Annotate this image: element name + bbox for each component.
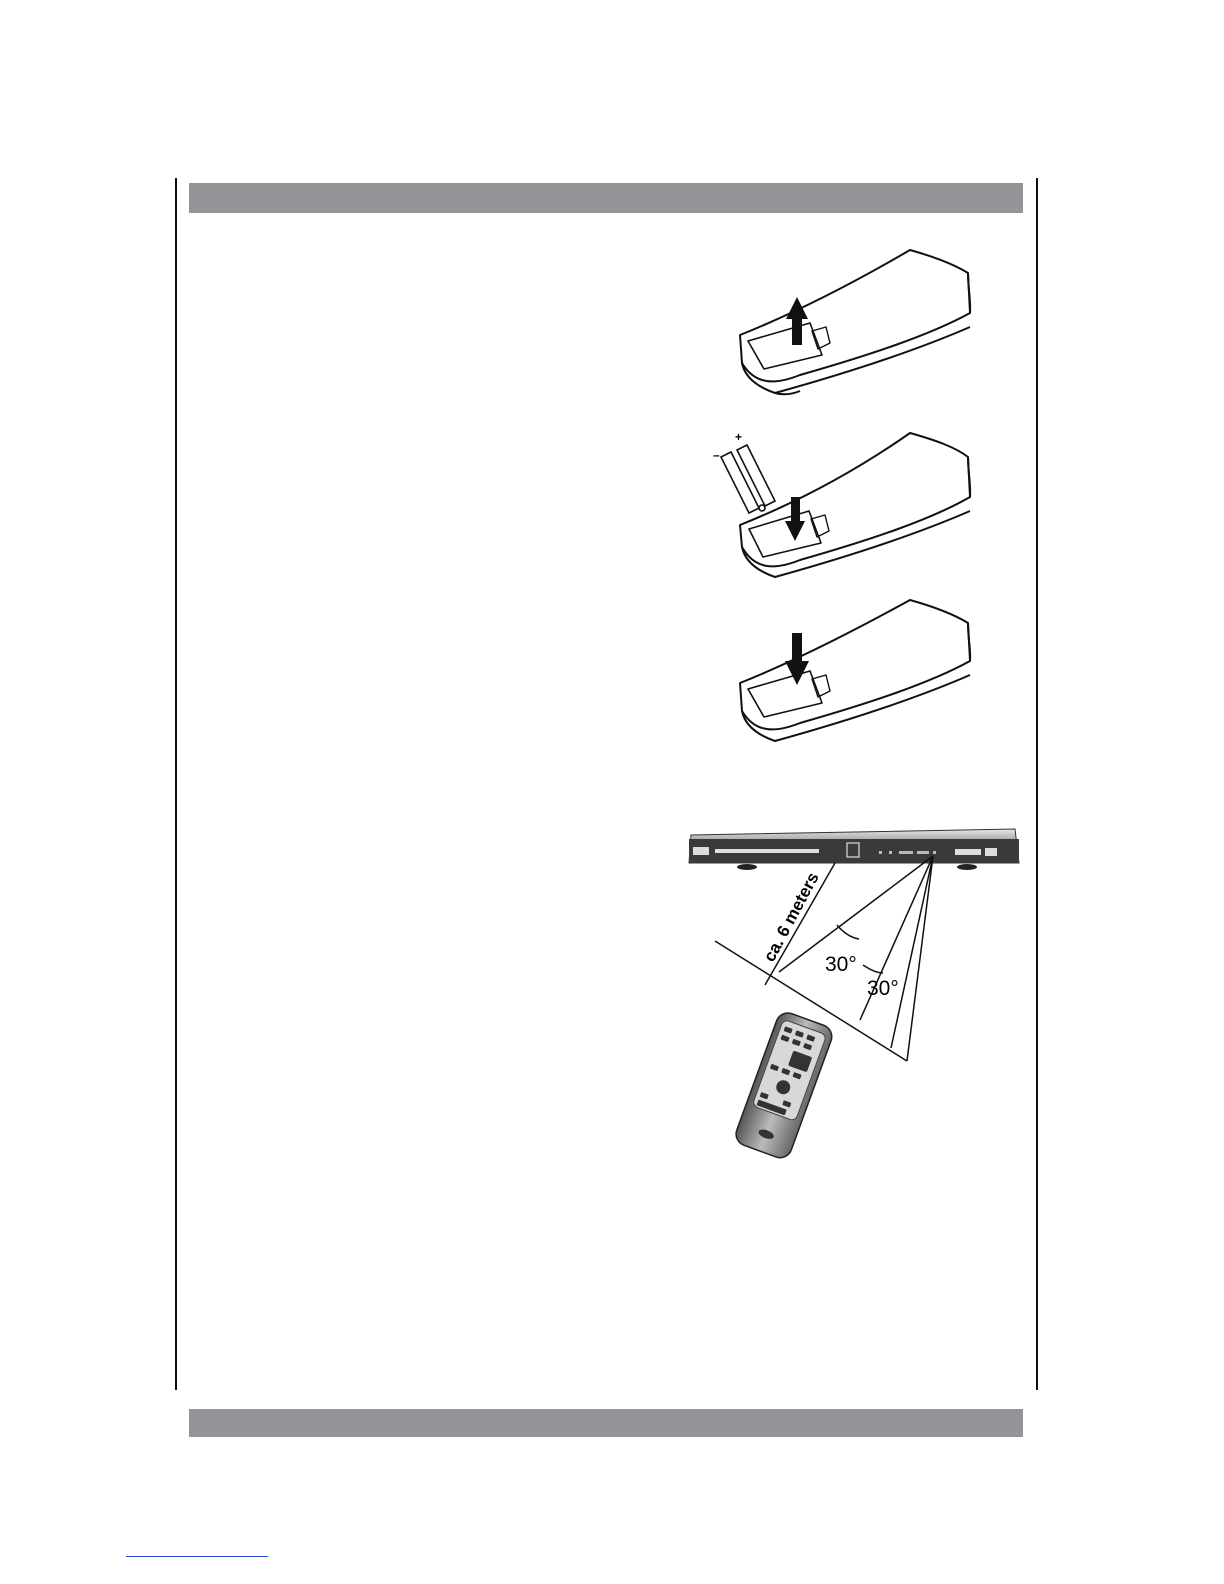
frame-right-line	[1036, 178, 1038, 1390]
polarity-minus-label: –	[713, 448, 720, 462]
remote-range-figure	[685, 825, 1025, 1165]
insert-batteries-figure	[705, 425, 975, 585]
frame-left-line	[175, 178, 177, 1390]
remote-cover-close-figure	[730, 595, 975, 755]
polarity-plus-label: +	[735, 430, 743, 444]
remote-control-icon	[733, 1010, 835, 1161]
footer-bar	[189, 1409, 1023, 1437]
header-bar	[189, 183, 1023, 213]
footer-link-underline	[126, 1556, 268, 1557]
angle-right-label: 30°	[867, 977, 899, 1000]
remote-cover-open-figure	[730, 245, 975, 405]
dvd-player-icon	[689, 829, 1019, 870]
angle-left-label: 30°	[825, 953, 857, 976]
arrow-up-icon	[786, 297, 808, 345]
battery-icon	[721, 445, 775, 513]
range-distance-label: ca. 6 meters	[759, 869, 823, 965]
